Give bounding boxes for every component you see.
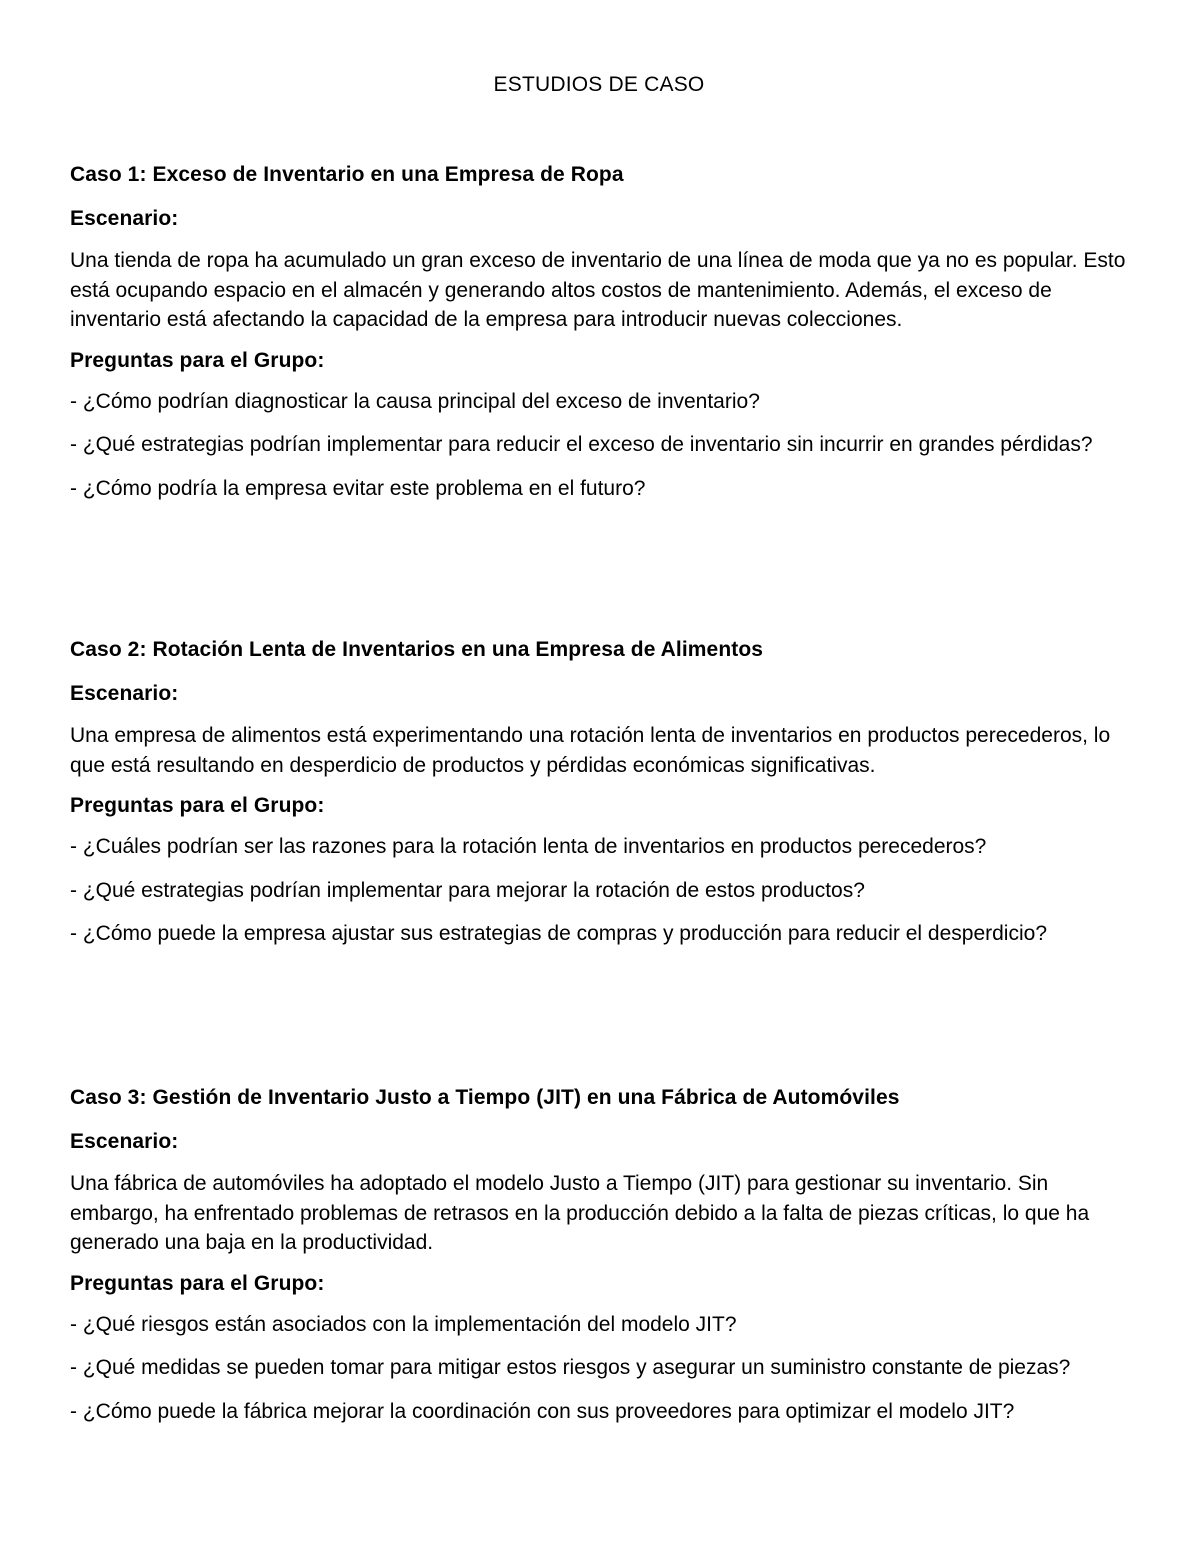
scenario-label: Escenario:: [70, 207, 179, 230]
scenario-text: Una tienda de ropa ha acumulado un gran exceso de inventario de una línea de moda que ya no es popular. Esto está ocupando espacio en el almacén y generando altos costos de mantenimiento. Además, el exceso de inventario está afectando la capacidad de la empresa para introducir nuevas colecciones.: [70, 249, 1126, 331]
questions-label: Preguntas para el Grupo:: [70, 794, 325, 817]
question-item: - ¿Cuáles podrían ser las razones para la rotación lenta de inventarios en productos perecederos?: [70, 835, 987, 858]
question-item: - ¿Qué riesgos están asociados con la implementación del modelo JIT?: [70, 1312, 737, 1336]
scenario-text: Una fábrica de automóviles ha adoptado el modelo Justo a Tiempo (JIT) para gestionar su inventario. Sin embargo, ha enfrentado problemas de retrasos en la producción debido a la falta de piezas críticas, lo que ha generado una baja en la productividad.: [70, 1172, 1090, 1254]
case-heading: Caso 2: Rotación Lenta de Inventarios en una Empresa de Alimentos: [70, 638, 764, 661]
question-item: - ¿Cómo podrían diagnosticar la causa principal del exceso de inventario?: [70, 389, 760, 413]
scenario-label: Escenario:: [70, 1130, 179, 1153]
scenario-text: Una empresa de alimentos está experimentando una rotación lenta de inventarios en productos perecederos, lo que está resultando en desperdicio de productos y pérdidas económicas significativas.: [70, 724, 1111, 777]
case-heading: Caso 1: Exceso de Inventario en una Empresa de Ropa: [70, 163, 624, 186]
scenario-label: Escenario:: [70, 682, 179, 705]
document-title: ESTUDIOS DE CASO: [493, 73, 705, 96]
question-item: - ¿Qué estrategias podrían implementar para mejorar la rotación de estos productos?: [70, 878, 865, 902]
question-item: - ¿Qué medidas se pueden tomar para mitigar estos riesgos y asegurar un suministro constante de piezas?: [70, 1356, 1071, 1379]
case-1: [70, 162, 1140, 503]
question-item: - ¿Qué estrategias podrían implementar para reducir el exceso de inventario sin incurrir en grandes pérdidas?: [70, 433, 1093, 456]
questions-label: Preguntas para el Grupo:: [70, 348, 325, 372]
case-3: [70, 1085, 1140, 1426]
question-item: - ¿Cómo podría la empresa evitar este problema en el futuro?: [70, 476, 646, 500]
questions-label: Preguntas para el Grupo:: [70, 1271, 325, 1295]
case-2: [70, 637, 1140, 949]
question-item: - ¿Cómo puede la fábrica mejorar la coordinación con sus proveedores para optimizar el modelo JIT?: [70, 1399, 1015, 1423]
question-item: - ¿Cómo puede la empresa ajustar sus estrategias de compras y producción para reducir el desperdicio?: [70, 922, 1047, 945]
case-heading: Caso 3: Gestión de Inventario Justo a Tiempo (JIT) en una Fábrica de Automóviles: [70, 1086, 900, 1109]
